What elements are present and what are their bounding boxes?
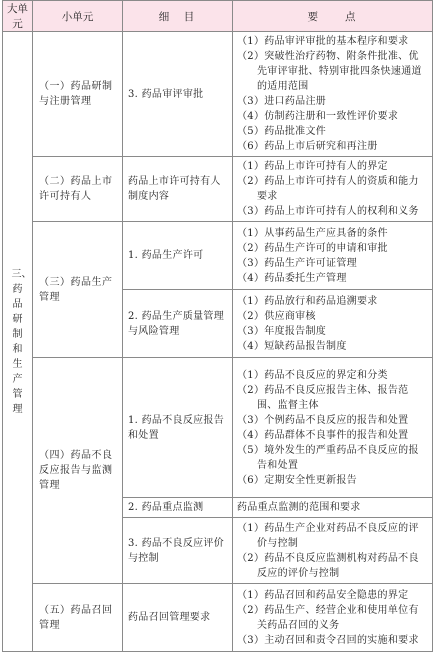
points-cell [233, 222, 433, 290]
points-cell [233, 157, 433, 222]
detail-cell: 1. 药品不良反应报告和处置 [123, 358, 233, 498]
point-item: （2）药品生产许可的申请和审批 [237, 242, 388, 254]
sub-unit-cell: （二）药品上市许可持有人 [33, 157, 123, 222]
header-points: 要 点 [233, 1, 433, 32]
point-item: （2）突破性治疗药物、附条件批准、优先审评审批、特别审批四条快速通道的适用范围 [237, 51, 422, 92]
table-row [3, 157, 433, 222]
point-item: （1）药品放行和药品追溯要求 [237, 295, 378, 307]
point-item: （2）药品上市许可持有人的资质和能力要求 [237, 176, 419, 202]
header-detail: 细 目 [123, 1, 233, 32]
sub-unit-cell: （三）药品生产管理 [33, 222, 123, 358]
detail-cell: 药品召回管理要求 [123, 584, 233, 652]
table-row [3, 222, 433, 290]
point-item: （1）药品召回和药品安全隐患的界定 [237, 589, 409, 601]
point-item: （3）药品生产许可证管理 [237, 257, 357, 269]
point-item: （3）年度报告制度 [237, 325, 327, 337]
point-item: （1）药品生产企业对药品不良反应的评价与控制 [237, 522, 419, 549]
point-item: （2）药品不良反应监测机构对药品不良反应的评价与控制 [237, 552, 419, 579]
point-item: （2）供应商审核 [237, 310, 316, 322]
point-item: （1）药品不良反应的界定和分类 [237, 369, 388, 381]
big-unit-label: 三、药品研制和生产管理 [11, 268, 32, 415]
point-item: （3）药品上市许可持有人的权利和义务 [237, 206, 419, 217]
point-item: （5）药品批准文件 [237, 126, 327, 137]
point-item: （4）药品委托生产管理 [237, 272, 347, 284]
table-row [3, 584, 433, 652]
sub-unit-cell: （一）药品研制与注册管理 [33, 32, 123, 157]
header-big-unit: 大单元 [3, 1, 33, 32]
big-unit-cell [3, 32, 33, 652]
point-item: （1）药品上市许可持有人的界定 [237, 161, 388, 172]
sub-unit-cell: （四）药品不良反应报告与监测管理 [33, 358, 123, 584]
detail-cell: 1. 药品生产许可 [123, 222, 233, 290]
table-row [3, 358, 433, 498]
point-item: （2）药品生产、经营企业和使用单位有关药品召回的义务 [237, 604, 419, 631]
detail-cell: 2. 药品生产质量管理与风险管理 [123, 290, 233, 358]
detail-cell: 3. 药品审评审批 [123, 32, 233, 157]
points-list [237, 34, 428, 154]
points-cell [233, 32, 433, 157]
sub-unit-cell: （五）药品召回管理 [33, 584, 123, 652]
point-item: （6）药品上市后研究和再注册 [237, 141, 378, 152]
points-cell [233, 584, 433, 652]
point-item: （4）药品群体不良事件的报告和处置 [237, 429, 409, 441]
points-list [237, 500, 428, 515]
point-item: （1）药品审评审批的基本程序和要求 [237, 36, 409, 47]
header-sub-unit: 小单元 [33, 1, 123, 32]
points-list [237, 226, 428, 286]
point-item: （4）仿制药注册和一致性评价要求 [237, 111, 399, 122]
syllabus-table [2, 0, 433, 652]
table-row [3, 32, 433, 157]
points-list [237, 294, 428, 354]
points-list [237, 588, 428, 648]
point-item: （5）境外发生的严重药品不良反应的报告和处置 [237, 444, 419, 471]
points-list [237, 159, 428, 219]
point-item: 药品重点监测的范围和要求 [237, 502, 361, 513]
points-cell [233, 518, 433, 584]
point-item: （1）从事药品生产应具备的条件 [237, 227, 388, 239]
points-cell [233, 498, 433, 518]
detail-cell: 2. 药品重点监测 [123, 498, 233, 518]
point-item: （6）定期安全性更新报告 [237, 474, 357, 486]
points-cell [233, 358, 433, 498]
detail-cell: 药品上市许可持有人制度内容 [123, 157, 233, 222]
points-list [237, 368, 428, 488]
points-list [237, 521, 428, 581]
header-row [3, 1, 433, 32]
point-item: （4）短缺药品报告制度 [237, 340, 347, 352]
point-item: （2）药品不良反应报告主体、报告范围、监督主体 [237, 384, 409, 411]
points-cell [233, 290, 433, 358]
point-item: （3）个例药品不良反应的报告和处置 [237, 414, 409, 426]
detail-cell: 3. 药品不良反应评价与控制 [123, 518, 233, 584]
point-item: （3）主动召回和责令召回的实施和要求 [237, 634, 419, 646]
point-item: （3）进口药品注册 [237, 96, 327, 107]
